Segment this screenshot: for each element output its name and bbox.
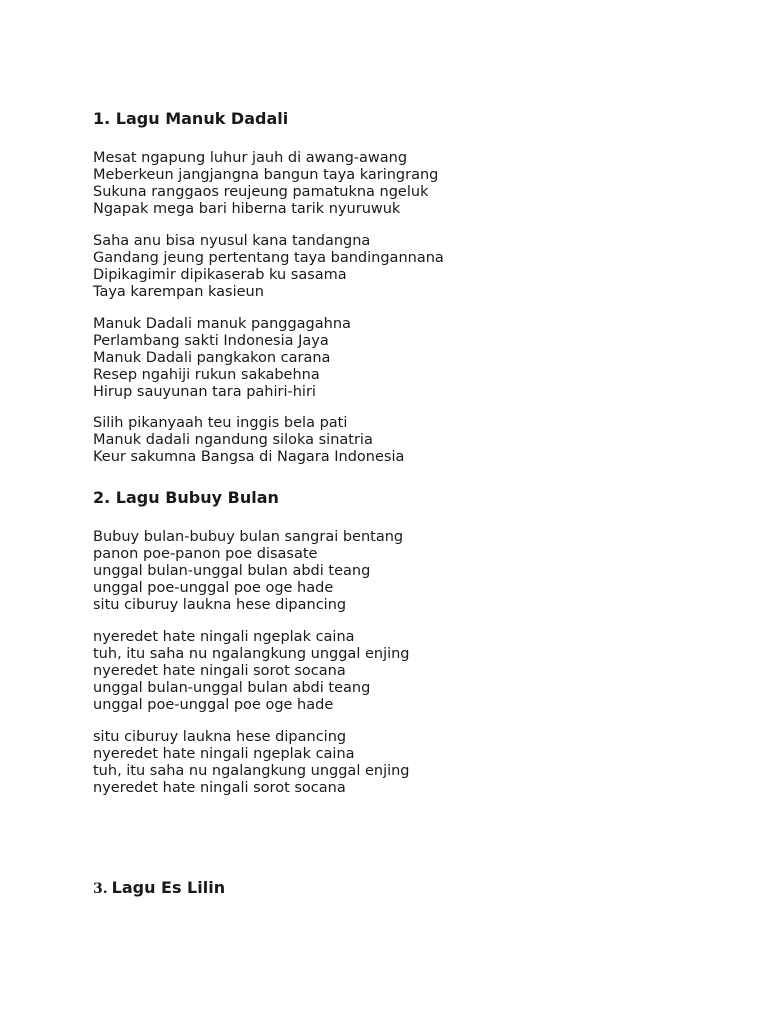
lyric-line: Mesat ngapung luhur jauh di awang-awang bbox=[93, 150, 408, 166]
song-2-number: 2. bbox=[93, 488, 111, 507]
lyric-line: Hirup sauyunan tara pahiri-hiri bbox=[93, 383, 316, 400]
lyric-line: Resep ngahiji rukun sakabehna bbox=[93, 366, 320, 383]
lyric-line: Dipikagimir dipikaserab ku sasama bbox=[93, 266, 347, 283]
lyric-line: Silih pikanyaah teu inggis bela pati bbox=[93, 415, 348, 431]
lyric-line: Meberkeun jangjangna bangun taya karingrang bbox=[93, 166, 439, 183]
song-1-number: 1. bbox=[93, 109, 111, 128]
song-2-heading bbox=[93, 488, 279, 508]
song-1-stanza-2 bbox=[93, 233, 444, 301]
lyric-line: Bubuy bulan-bubuy bulan sangrai bentang bbox=[93, 529, 404, 545]
lyric-line: tuh, itu saha nu ngalangkung unggal enjing bbox=[93, 645, 410, 662]
song-1-stanza-1 bbox=[93, 150, 438, 218]
song-1-title: Lagu Manuk Dadali bbox=[115, 109, 289, 128]
song-1-stanza-3 bbox=[93, 316, 351, 401]
song-2-title: Lagu Bubuy Bulan bbox=[115, 488, 279, 507]
lyric-line: nyeredet hate ningali sorot socana bbox=[93, 662, 346, 679]
lyric-line: Perlambang sakti Indonesia Jaya bbox=[93, 332, 329, 349]
lyric-line: unggal bulan-unggal bulan abdi teang bbox=[93, 679, 371, 696]
lyric-line: tuh, itu saha nu ngalangkung unggal enjing bbox=[93, 762, 410, 779]
song-3-heading bbox=[93, 878, 225, 899]
lyric-line: Manuk Dadali pangkakon carana bbox=[93, 349, 331, 366]
lyric-line: Manuk Dadali manuk panggagahna bbox=[93, 316, 351, 332]
song-2-stanza-3 bbox=[93, 729, 410, 797]
lyric-line: nyeredet hate ningali ngeplak caina bbox=[93, 745, 355, 762]
lyric-line: Taya karempan kasieun bbox=[93, 283, 264, 300]
lyric-line: unggal poe-unggal poe oge hade bbox=[93, 579, 334, 596]
lyric-line: Gandang jeung pertentang taya bandingannana bbox=[93, 249, 444, 266]
song-2-stanza-2 bbox=[93, 629, 410, 714]
lyric-line: Keur sakumna Bangsa di Nagara Indonesia bbox=[93, 448, 405, 465]
song-3-title: Lagu Es Lilin bbox=[111, 878, 226, 897]
lyric-line: Manuk dadali ngandung siloka sinatria bbox=[93, 431, 373, 448]
lyric-line: unggal poe-unggal poe oge hade bbox=[93, 696, 334, 713]
lyric-line: situ ciburuy laukna hese dipancing bbox=[93, 596, 347, 613]
lyric-line: situ ciburuy laukna hese dipancing bbox=[93, 729, 347, 745]
lyric-line: Sukuna ranggaos reujeung pamatukna ngeluk bbox=[93, 183, 429, 200]
song-1-stanza-4 bbox=[93, 415, 404, 466]
lyric-line: nyeredet hate ningali ngeplak caina bbox=[93, 629, 355, 645]
lyric-line: panon poe-panon poe disasate bbox=[93, 545, 318, 562]
song-1-heading bbox=[93, 109, 288, 129]
song-2-stanza-1 bbox=[93, 529, 403, 614]
lyric-line: nyeredet hate ningali sorot socana bbox=[93, 779, 346, 796]
song-3-number: 3. bbox=[93, 881, 108, 897]
lyric-line: Saha anu bisa nyusul kana tandangna bbox=[93, 233, 371, 249]
lyric-line: Ngapak mega bari hiberna tarik nyuruwuk bbox=[93, 200, 401, 217]
lyric-line: unggal bulan-unggal bulan abdi teang bbox=[93, 562, 371, 579]
